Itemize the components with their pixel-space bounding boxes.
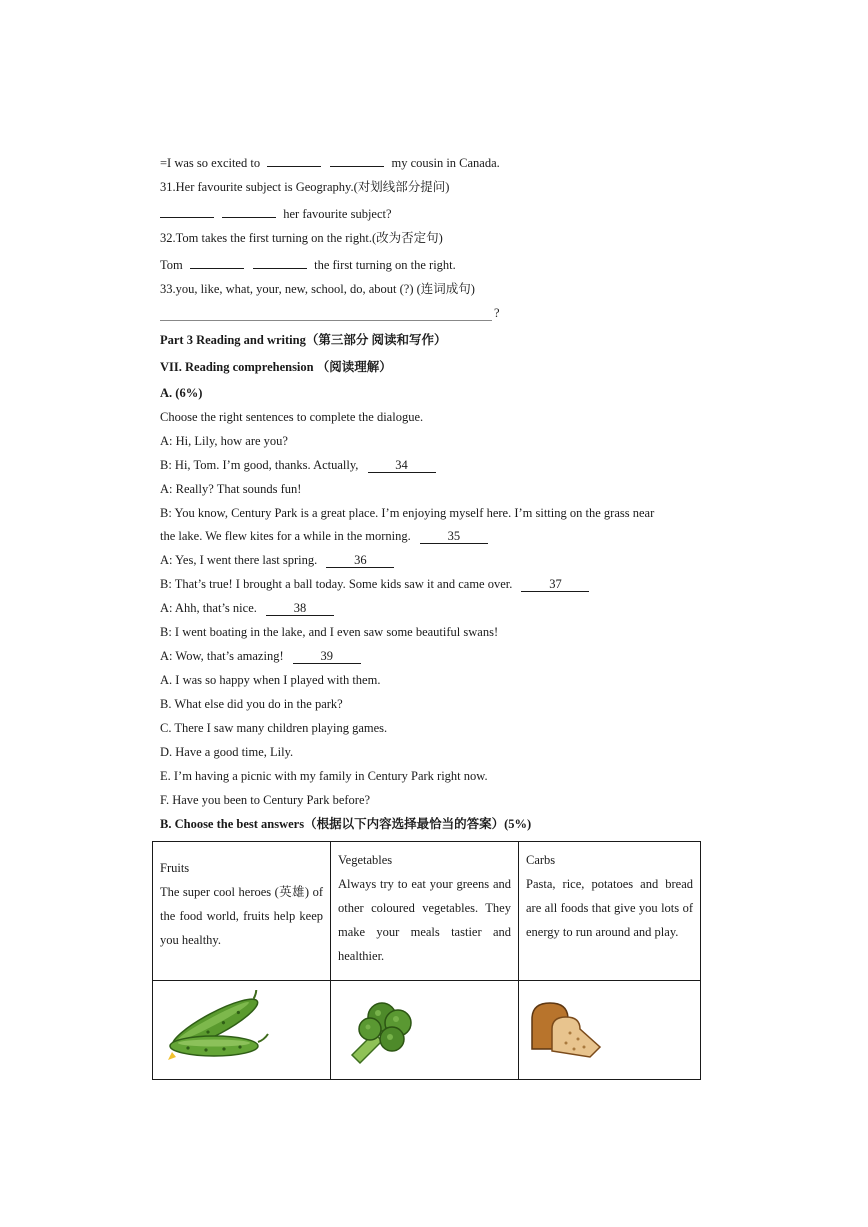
answer-blank[interactable] [160,205,214,218]
q33-question-mark: ? [494,306,500,320]
q33-question: 33.you, like, what, your, new, school, do, about (?) (连词成句) [160,282,475,296]
dialogue-line: A: Really? That sounds fun! [160,482,302,496]
carbs-image-cell [519,981,701,1080]
food-groups-table [152,841,701,1080]
q31-question: 31.Her favourite subject is Geography.(对划线部分提问) [160,180,450,194]
fruits-text: The super cool heroes (英雄) of the food world, fruits help keep you healthy. [160,885,323,947]
answer-blank-38[interactable]: 38 [266,601,334,616]
answer-blank[interactable] [190,256,244,269]
answer-blank-35[interactable]: 35 [420,529,488,544]
q32-question: 32.Tom takes the first turning on the right.(改为否定句) [160,231,443,245]
answer-blank[interactable] [222,205,276,218]
fruits-cell [153,842,331,981]
section-a-title: A. (6%) [160,386,203,400]
option-b: B. What else did you do in the park? [160,697,343,711]
dialogue-line: A: Yes, I went there last spring. 36 [160,552,394,568]
vegetables-text: Always try to eat your greens and other coloured vegetables. They make your meals tastier and healthier. [338,877,511,963]
q31-answer-line [160,205,392,222]
carbs-text: Pasta, rice, potatoes and bread are all foods that give you lots of energy to run around and play. [526,877,693,939]
answer-blank-36[interactable]: 36 [326,553,394,568]
part3-heading: Part 3 Reading and writing（第三部分 阅读和写作） [160,333,447,347]
section-a-instruction: Choose the right sentences to complete the dialogue. [160,410,424,424]
section-b-title: B. Choose the best answers（根据以下内容选择最恰当的答案）(5%) [160,817,532,831]
q30-suffix: my cousin in Canada. [391,156,500,170]
option-a: A. I was so happy when I played with them. [160,673,381,687]
q33-answer-blank[interactable] [160,320,492,321]
answer-blank[interactable] [330,154,384,167]
option-c: C. There I saw many children playing games. [160,721,388,735]
dialogue-line: B: You know, Century Park is a great place. I’m enjoying myself here. I’m sitting on the grass near [160,506,655,520]
dialogue-line: B: I went boating in the lake, and I even saw some beautiful swans! [160,625,499,639]
cucumber-icon [160,990,272,1070]
answer-blank[interactable] [267,154,321,167]
vegetables-image-cell [331,981,519,1080]
answer-blank[interactable] [253,256,307,269]
q32-answer-line [160,256,456,273]
q30-prefix: =I was so excited to [160,156,261,170]
section7-heading: VII. Reading comprehension （阅读理解） [160,360,392,374]
q32-prefix: Tom [160,258,183,272]
q30-answer-line [160,154,500,171]
carbs-cell [519,842,701,981]
dialogue-line: B: Hi, Tom. I’m good, thanks. Actually, 34 [160,457,436,473]
dialogue-line: the lake. We flew kites for a while in the morning. 35 [160,528,488,544]
carbs-heading: Carbs [526,853,556,867]
dialogue-line: A: Ahh, that’s nice. 38 [160,600,334,616]
table-row [153,842,701,981]
vegetables-cell [331,842,519,981]
dialogue-line: A: Hi, Lily, how are you? [160,434,288,448]
table-row [153,981,701,1080]
q31-suffix: her favourite subject? [283,207,392,221]
broccoli-icon [338,995,428,1065]
option-d: D. Have a good time, Lily. [160,745,294,759]
fruits-heading: Fruits [160,861,190,875]
answer-blank-37[interactable]: 37 [521,577,589,592]
dialogue-line: A: Wow, that’s amazing! 39 [160,648,361,664]
fruits-image-cell [153,981,331,1080]
option-f: F. Have you been to Century Park before? [160,793,371,807]
bread-icon [526,995,606,1065]
option-e: E. I’m having a picnic with my family in Century Park right now. [160,769,488,783]
answer-blank-34[interactable]: 34 [368,458,436,473]
dialogue-line: B: That’s true! I brought a ball today. Some kids saw it and came over. 37 [160,576,589,592]
answer-blank-39[interactable]: 39 [293,649,361,664]
vegetables-heading: Vegetables [338,853,393,867]
q32-suffix: the first turning on the right. [314,258,456,272]
